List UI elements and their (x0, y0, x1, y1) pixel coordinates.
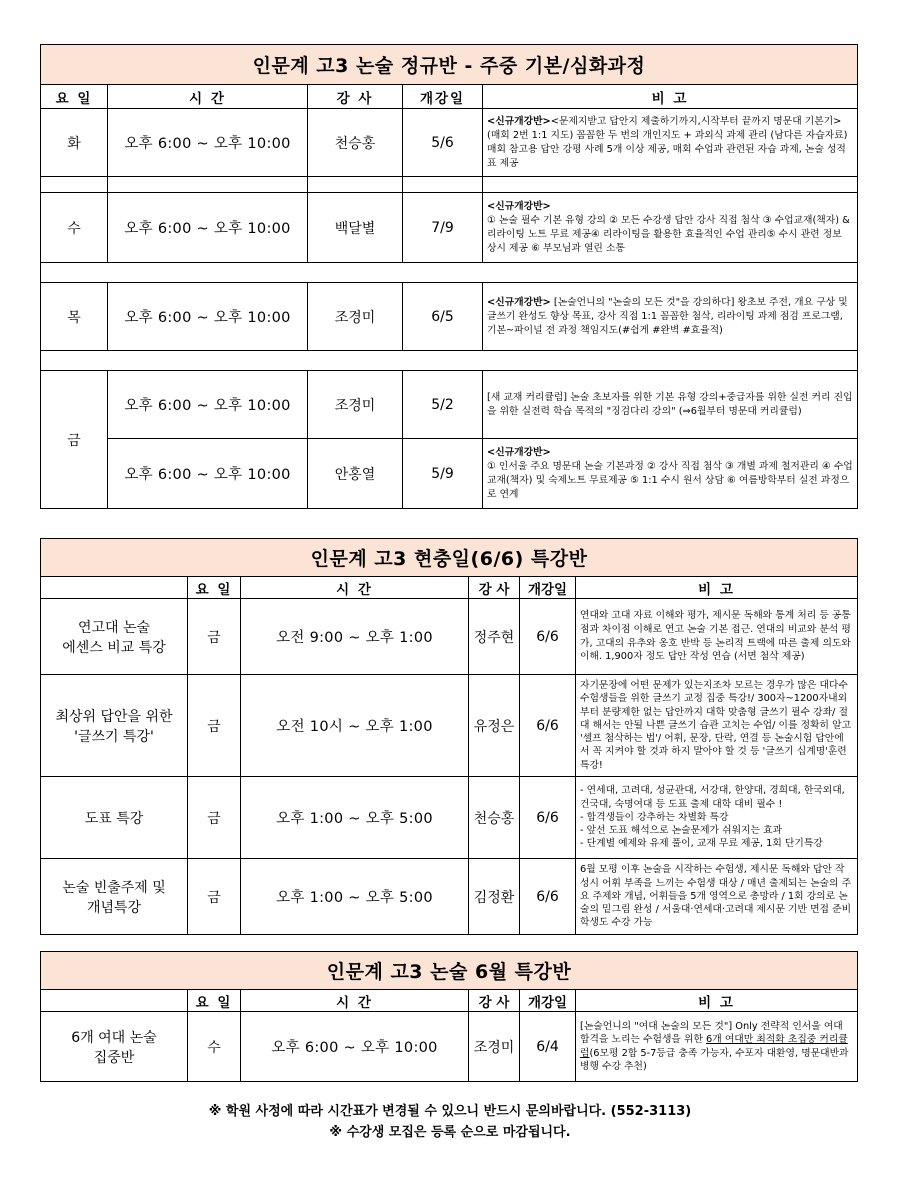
course-name: 논술 빈출주제 및 (62, 879, 166, 896)
time-cell: 오후 6:00 ~ 오후 10:00 (241, 1012, 469, 1082)
course-name: 연고대 논술 (77, 619, 151, 636)
header-day: 요 일 (188, 577, 241, 599)
start-date-cell: 5/6 (403, 109, 483, 177)
header-time: 시 간 (108, 85, 308, 109)
teacher-cell: 유정은 (469, 675, 520, 777)
teacher-cell: 정주현 (469, 599, 520, 675)
time-cell: 오전 10시 ~ 오후 1:00 (241, 675, 469, 777)
table-row (41, 439, 858, 509)
header-start: 개강일 (520, 990, 576, 1012)
day-cell: 금 (188, 777, 241, 859)
table-row (41, 675, 858, 777)
start-date-cell: 6/6 (520, 599, 576, 675)
note-line: - 합격생들이 강추하는 차별화 특강 (580, 811, 729, 823)
start-date-cell: 6/4 (520, 1012, 576, 1082)
course-name-cell (41, 859, 188, 935)
course-name-cell (41, 599, 188, 675)
note-cell (483, 193, 858, 263)
start-date-cell: 6/6 (520, 675, 576, 777)
start-date-cell: 5/2 (403, 371, 483, 439)
note-badge: <신규개강반> (487, 200, 551, 212)
table-row (41, 859, 858, 935)
header-note: 비 고 (576, 577, 858, 599)
table-row (41, 1012, 858, 1082)
table-title: 인문계 고3 현충일(6/6) 특강반 (41, 539, 858, 577)
note-cell (483, 283, 858, 351)
table-row (41, 599, 858, 675)
memorial-day-special-table (40, 538, 858, 935)
day-cell: 수 (188, 1012, 241, 1082)
time-cell: 오후 6:00 ~ 오후 10:00 (108, 193, 308, 263)
note-cell (483, 109, 858, 177)
time-cell: 오전 9:00 ~ 오후 1:00 (241, 599, 469, 675)
day-cell: 화 (41, 109, 108, 177)
note-cell: 6월 모평 이후 논술을 시작하는 수험생, 제시문 독해와 답안 작성시 어휘 부족을 느끼는 수험생 대상 / 매년 출제되는 논술의 주요 주제와 개념, 어휘들을 5개 영역으로 총망라 / 1회 강의로 논술의 밑그림 완성 / 서울대·연세대·고려대 제시문 기반 면접 준비 학생도 수강 가능 (576, 859, 858, 935)
teacher-cell: 조경미 (308, 371, 403, 439)
note-cell (576, 1012, 858, 1082)
table-title: 인문계 고3 논술 6월 특강반 (41, 952, 858, 990)
table-title: 인문계 고3 논술 정규반 - 주중 기본/심화과정 (41, 45, 858, 85)
header-teacher: 강 사 (308, 85, 403, 109)
note-cell (576, 777, 858, 859)
header-time: 시 간 (241, 990, 469, 1012)
course-subtitle: 에센스 비교 특강 (62, 639, 166, 656)
course-subtitle: '글쓰기 특강' (74, 728, 154, 745)
course-subtitle: 집중반 (93, 1049, 135, 1066)
regular-class-table (40, 44, 858, 509)
time-cell: 오후 6:00 ~ 오후 10:00 (108, 283, 308, 351)
note-line: - 연세대, 고려대, 성균관대, 서강대, 한양대, 경희대, 한국외대, 건국대, 숙명여대 등 도표 출제 대학 대비 필수 ! (580, 785, 845, 810)
day-cell: 금 (188, 675, 241, 777)
header-day: 요 일 (41, 85, 108, 109)
note-text: [새 교재 커리큘럼] 논술 초보자를 위한 기본 유형 강의+중급자를 위한 실전 커리 진입을 위한 실전력 학습 목적의 "징검다리 강의" (⇒6월부터 명문대 커리큘럼) (487, 391, 853, 417)
note-badge: <신규개강반> (487, 296, 551, 308)
note-line: - 앞선 도표 해석으로 논술문제가 쉬워지는 효과 (580, 825, 783, 837)
start-date-cell: 5/9 (403, 439, 483, 509)
course-name-cell (41, 675, 188, 777)
table-row (41, 371, 858, 439)
course-name: 도표 특강 (84, 810, 144, 827)
teacher-cell: 천승홍 (308, 109, 403, 177)
teacher-cell: 조경미 (469, 1012, 520, 1082)
day-cell: 수 (41, 193, 108, 263)
start-date-cell: 7/9 (403, 193, 483, 263)
note-text: [논술언니의 "여대 논술의 모든 것"] Only 전략적 인서울 여대 합격을 노리는 수험생을 위한 (580, 1020, 843, 1045)
header-teacher: 강 사 (469, 990, 520, 1012)
note-highlight: 6개 여대만 최적화 초집중 커리큘럼 (580, 1034, 848, 1059)
note-text: [논술언니의 "논술의 모든 것"을 강의하다] 왕초보 주전, 개요 구상 및 글쓰기 완성도 향상 목표, 강사 직접 1:1 꼼꼼한 첨삭, 리라이팅 과제 점검 프로그램, 기본~파이널 전 과정 책임지도(#쉽게 #완벽 #효율적) (487, 296, 848, 336)
teacher-cell: 조경미 (308, 283, 403, 351)
footer-notice: ※ 수강생 모집은 등록 순으로 마감됩니다. (329, 1125, 571, 1140)
table-row (41, 193, 858, 263)
header-teacher: 강 사 (469, 577, 520, 599)
header-start: 개강일 (403, 85, 483, 109)
course-subtitle: 개념특강 (86, 899, 142, 916)
note-text: ① 인서울 주요 명문대 논술 기본과정 ② 강사 직접 첨삭 ③ 개별 과제 철저관리 ④ 수업교재(책자) 및 숙제노트 무료제공 ⑤ 1:1 수시 원서 상담 ⑥ 여름방학부터 실전 과정으로 연계 (487, 460, 853, 500)
day-cell: 금 (188, 599, 241, 675)
note-cell: 자기문장에 어떤 문제가 있는지조차 모르는 경우가 많은 대다수 수험생들을 위한 글쓰기 교정 집중 특강!/ 300자~1200자내외부터 분량제한 없는 답안까지 대학 맞춤형 글쓰기 필수 강좌/ 절대 해서는 안될 나쁜 글쓰기 습관 고치는 수업/ 이를 정확히 알고 '셀프 첨삭하는 법'/ 어휘, 문장, 단락, 연결 등 논술시험 답안에서 꼭 지켜야 할 것과 하지 말아야 할 것 등 '글쓰기 십계명'훈련 특강! (576, 675, 858, 777)
time-cell: 오후 1:00 ~ 오후 5:00 (241, 777, 469, 859)
time-cell: 오후 6:00 ~ 오후 10:00 (108, 371, 308, 439)
teacher-cell: 천승홍 (469, 777, 520, 859)
table-row (41, 283, 858, 351)
note-line: - 단계별 예제와 유제 풀이, 교재 무료 제공, 1회 단기특강 (580, 838, 823, 850)
note-cell (483, 439, 858, 509)
course-name: 6개 여대 논술 (71, 1029, 157, 1046)
note-badge: <신규개강반> (487, 446, 551, 458)
teacher-cell: 백달별 (308, 193, 403, 263)
header-start: 개강일 (520, 577, 576, 599)
course-name: 최상위 답안을 위한 (55, 708, 173, 725)
note-badge: <신규개강반> (487, 115, 551, 127)
day-cell: 금 (188, 859, 241, 935)
header-note: 비 고 (483, 85, 858, 109)
note-text: (6모평 2합 5-7등급 충족 가능자, 수포자 대환영, 명문대반과 병행 수강 추천) (580, 1047, 849, 1072)
teacher-cell: 김정환 (469, 859, 520, 935)
table-row (41, 109, 858, 177)
teacher-cell: 안홍열 (308, 439, 403, 509)
june-special-table (40, 951, 858, 1082)
header-note: 비 고 (576, 990, 858, 1012)
header-time: 시 간 (241, 577, 469, 599)
note-text: ① 논술 필수 기본 유형 강의 ② 모든 수강생 답안 강사 직접 첨삭 ③ 수업교재(책자) & 리라이팅 노트 무료 제공④ 리라이팅을 활용한 효율적인 수업 관리⑤ 수시 관련 정보 상시 제공 ⑥ 부모님과 열린 소통 (487, 214, 850, 254)
start-date-cell: 6/6 (520, 859, 576, 935)
table-row (41, 777, 858, 859)
day-cell: 금 (41, 371, 108, 509)
note-cell: 연대와 고대 자료 이해와 평가, 제시문 독해와 통계 처리 등 공통점과 차이점 이해로 연고 논술 기본 접근. 연대의 비교와 분석 평가, 고대의 유추와 옹호 반박 등 논리적 트랙에 따른 출제 의도와 이해. 1,900자 정도 답안 작성 연습 (서면 첨삭 제공) (576, 599, 858, 675)
start-date-cell: 6/6 (520, 777, 576, 859)
course-name-cell (41, 777, 188, 859)
course-name-cell (41, 1012, 188, 1082)
time-cell: 오후 6:00 ~ 오후 10:00 (108, 439, 308, 509)
header-day: 요 일 (188, 990, 241, 1012)
start-date-cell: 6/5 (403, 283, 483, 351)
day-cell: 목 (41, 283, 108, 351)
footer-notice: ※ 학원 사정에 따라 시간표가 변경될 수 있으니 반드시 문의바랍니다. (552-3113) (208, 1104, 692, 1119)
time-cell: 오후 6:00 ~ 오후 10:00 (108, 109, 308, 177)
note-text: <문제지받고 답안지 제출하기까지,시작부터 끝까지 명문대 기본기> (매회 2번 1:1 지도) 꼼꼼한 두 번의 개인지도 + 과외식 과제 관리 (남다른 자습자료) 매회 참고용 답안 강평 사례 5개 이상 제공, 매회 수업과 관련된 자습 과제, 논술 성적표 제공 (487, 115, 848, 169)
note-cell (483, 371, 858, 439)
time-cell: 오후 1:00 ~ 오후 5:00 (241, 859, 469, 935)
